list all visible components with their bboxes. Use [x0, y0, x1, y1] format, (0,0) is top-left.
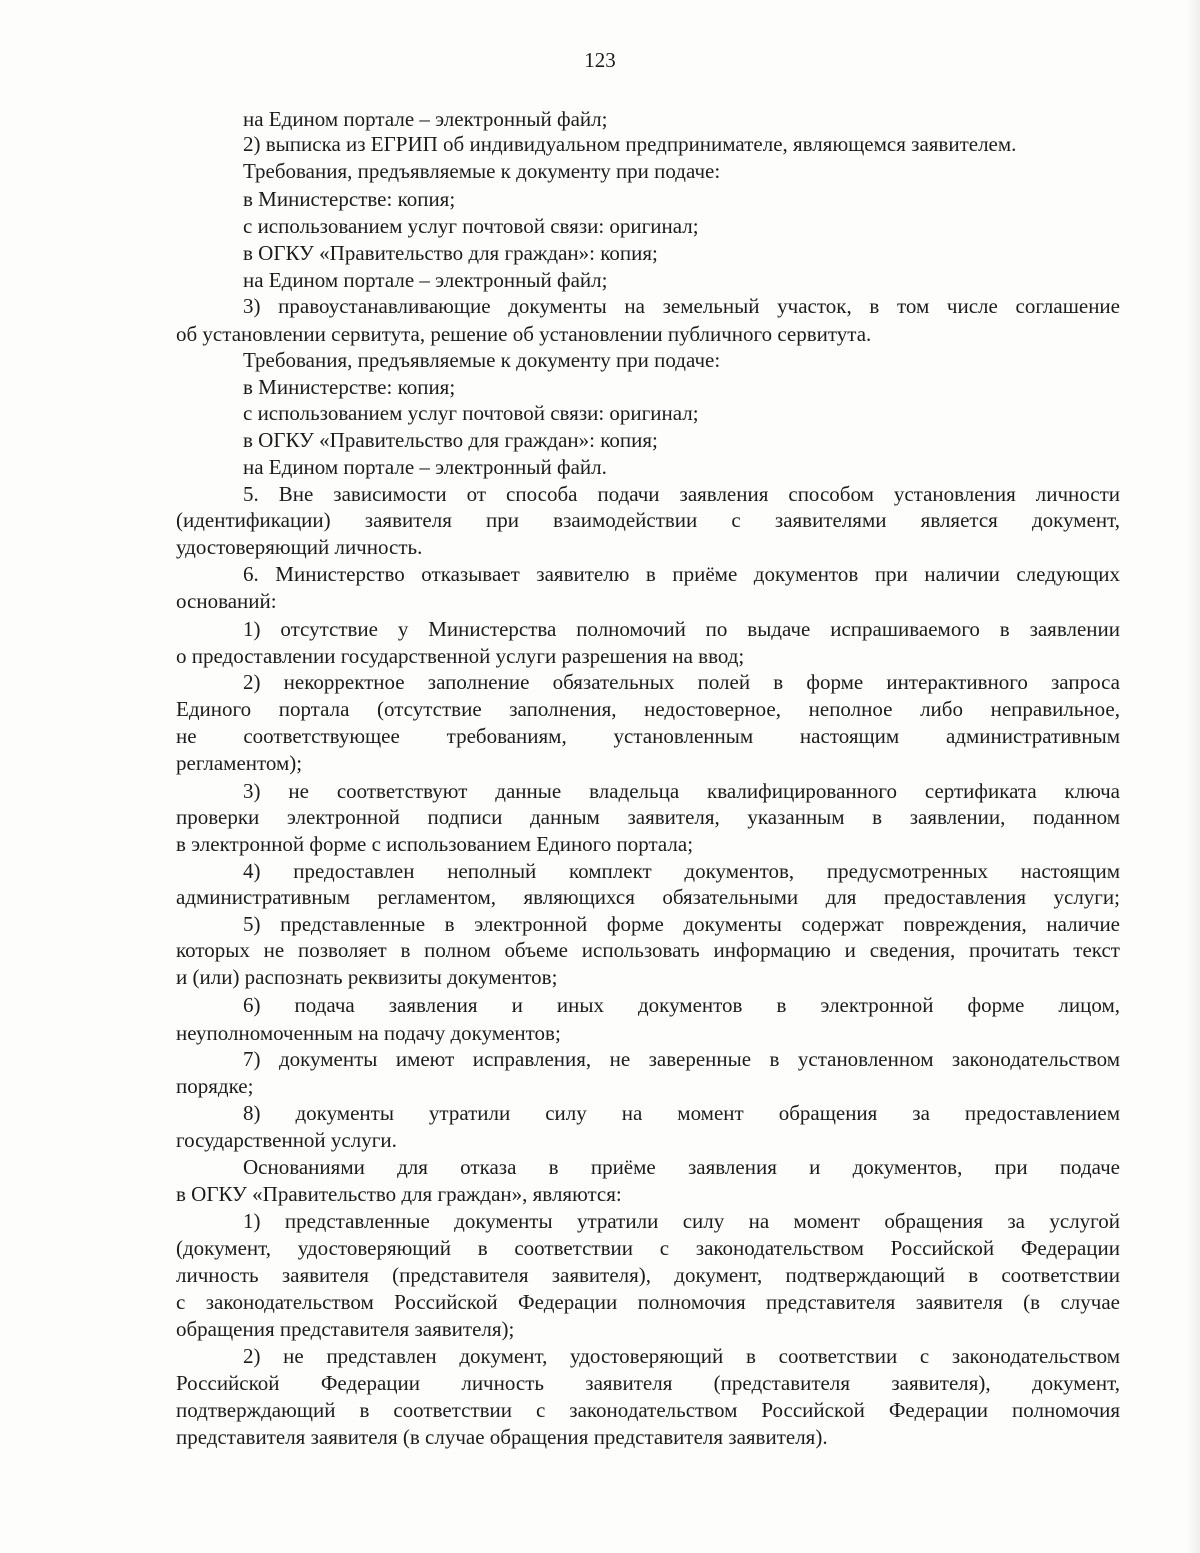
- text-line: Основаниями для отказа в приёме заявления и документов, при подаче: [243, 1155, 1120, 1179]
- text-line: удостоверяющий личность.: [176, 535, 423, 559]
- text-line: и (или) распознать реквизиты документов;: [176, 965, 558, 989]
- text-line: которых не позволяет в полном объеме использовать информацию и сведения, прочитать текст: [176, 938, 1120, 962]
- text-line: проверки электронной подписи данным заявителя, указанным в заявлении, поданном: [176, 805, 1120, 829]
- text-line: 5. Вне зависимости от способа подачи заявления способом установления личности: [243, 482, 1120, 506]
- text-line: Российской Федерации личность заявителя (представителя заявителя), документ,: [176, 1371, 1120, 1395]
- text-line: с использованием услуг почтовой связи: оригинал;: [243, 214, 699, 238]
- text-line: Единого портала (отсутствие заполнения, недостоверное, неполное либо неправильное,: [176, 697, 1120, 721]
- text-line: в Министерстве: копия;: [243, 187, 456, 211]
- text-line: неуполномоченным на подачу документов;: [176, 1021, 561, 1045]
- text-line: 2) некорректное заполнение обязательных полей в форме интерактивного запроса: [243, 670, 1120, 694]
- text-line: (идентификации) заявителя при взаимодействии с заявителями является документ,: [176, 508, 1120, 532]
- text-line: 3) не соответствуют данные владельца квалифицированного сертификата ключа: [243, 779, 1120, 803]
- text-line: в ОГКУ «Правительство для граждан», являются:: [176, 1182, 622, 1206]
- text-line: оснований:: [176, 589, 277, 613]
- text-line: в Министерстве: копия;: [243, 375, 456, 399]
- text-line: 6. Министерство отказывает заявителю в приёме документов при наличии следующих: [243, 562, 1120, 586]
- text-line: представителя заявителя (в случае обращения представителя заявителя).: [176, 1425, 828, 1449]
- text-line: Требования, предъявляемые к документу при подаче:: [243, 348, 721, 372]
- text-line: на Едином портале – электронный файл;: [243, 107, 608, 131]
- text-line: регламентом);: [176, 751, 303, 775]
- text-line: об установлении сервитута, решение об установлении публичного сервитута.: [176, 322, 872, 346]
- text-line: 8) документы утратили силу на момент обращения за предоставлением: [243, 1101, 1120, 1125]
- text-line: с законодательством Российской Федерации полномочия представителя заявителя (в случае: [176, 1290, 1120, 1314]
- text-line: 1) отсутствие у Министерства полномочий по выдаче испрашиваемого в заявлении: [243, 617, 1120, 641]
- text-line: 4) предоставлен неполный комплект документов, предусмотренных настоящим: [243, 859, 1120, 883]
- text-line: административным регламентом, являющихся обязательными для предоставления услуги;: [176, 885, 1120, 909]
- text-line: 3) правоустанавливающие документы на земельный участок, в том числе соглашение: [243, 294, 1120, 318]
- text-line: в ОГКУ «Правительство для граждан»: копия;: [243, 428, 658, 452]
- text-line: 5) представленные в электронной форме документы содержат повреждения, наличие: [243, 912, 1120, 936]
- text-line: 6) подача заявления и иных документов в электронной форме лицом,: [243, 993, 1120, 1017]
- text-line: 2) выписка из ЕГРИП об индивидуальном предпринимателе, являющемся заявителем.: [243, 132, 1017, 156]
- text-line: на Едином портале – электронный файл;: [243, 268, 608, 292]
- text-line: 2) не представлен документ, удостоверяющий в соответствии с законодательством: [243, 1344, 1120, 1368]
- text-line: государственной услуги.: [176, 1128, 397, 1152]
- text-line: (документ, удостоверяющий в соответствии с законодательством Российской Федерации: [176, 1236, 1120, 1260]
- text-line: подтверждающий в соответствии с законодательством Российской Федерации полномочия: [176, 1398, 1120, 1422]
- text-line: 7) документы имеют исправления, не заверенные в установленном законодательством: [243, 1047, 1120, 1071]
- text-line: личность заявителя (представителя заявителя), документ, подтверждающий в соответствии: [176, 1263, 1120, 1287]
- text-line: не соответствующее требованиям, установленным настоящим административным: [176, 724, 1120, 748]
- text-line: в электронной форме с использованием Единого портала;: [176, 832, 694, 856]
- text-line: на Едином портале – электронный файл.: [243, 455, 607, 479]
- text-line: с использованием услуг почтовой связи: оригинал;: [243, 401, 699, 425]
- page-number: 123: [584, 48, 616, 72]
- text-line: обращения представителя заявителя);: [176, 1317, 515, 1341]
- text-line: о предоставлении государственной услуги разрешения на ввод;: [176, 644, 745, 668]
- text-line: Требования, предъявляемые к документу при подаче:: [243, 159, 721, 183]
- text-line: в ОГКУ «Правительство для граждан»: копия;: [243, 241, 658, 265]
- text-line: 1) представленные документы утратили силу на момент обращения за услугой: [243, 1209, 1120, 1233]
- text-line: порядке;: [176, 1074, 254, 1098]
- page-edge-shadow: [1186, 0, 1200, 1553]
